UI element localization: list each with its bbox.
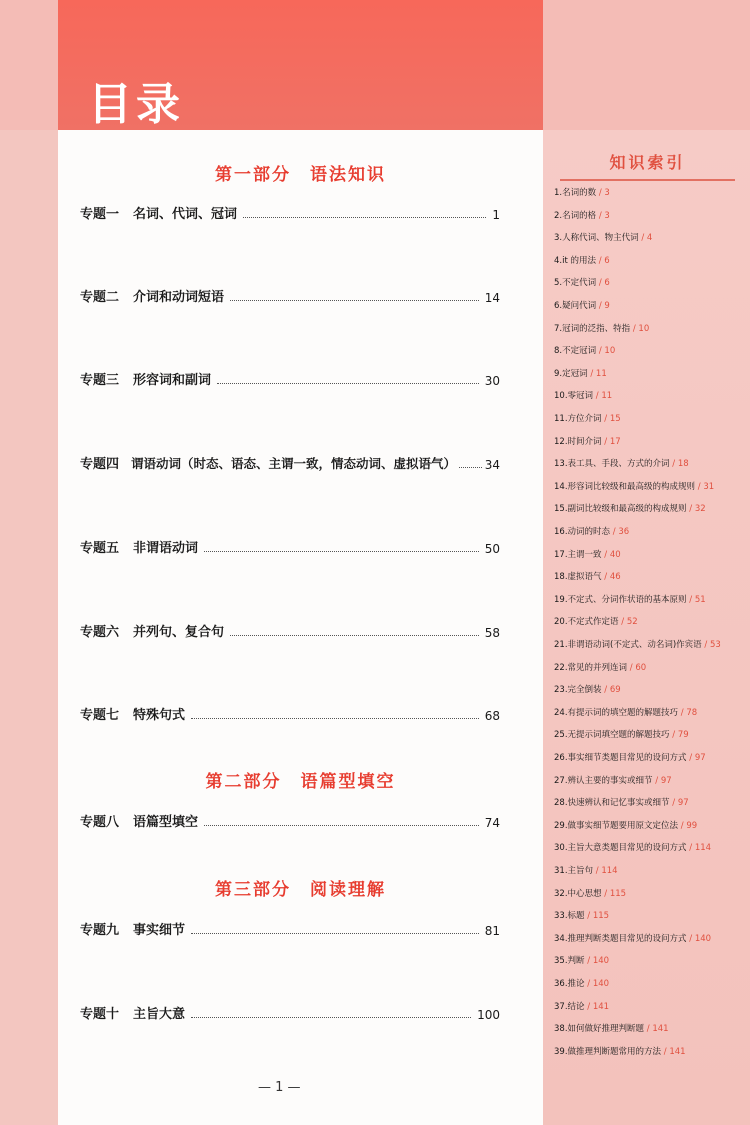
toc-row[interactable] bbox=[80, 536, 500, 556]
knowledge-index-label: 18.虚拟语气 bbox=[554, 572, 602, 583]
knowledge-index-item[interactable]: 38.如何做好推理判断题 / 141 bbox=[554, 1024, 669, 1035]
knowledge-index-page: 97 bbox=[694, 753, 706, 763]
knowledge-index-page: 32 bbox=[694, 504, 706, 515]
toc-row[interactable] bbox=[80, 202, 500, 222]
knowledge-index-label: 26.事实细节类题目常见的设问方式 bbox=[554, 753, 687, 763]
toc-topic-number: 专题七 bbox=[80, 708, 120, 723]
toc-page-number: 74 bbox=[484, 816, 500, 830]
knowledge-index-page: 9 bbox=[604, 301, 610, 311]
knowledge-index-item[interactable]: 35.判断 / 140 bbox=[554, 956, 610, 967]
knowledge-index-item[interactable]: 26.事实细节类题目常见的设问方式 / 97 bbox=[554, 753, 706, 763]
knowledge-index-item[interactable]: 12.时间介词 / 17 bbox=[554, 436, 621, 447]
knowledge-index-page: 11 bbox=[595, 368, 607, 379]
knowledge-index-page: 140 bbox=[694, 933, 712, 944]
toc-row[interactable] bbox=[80, 918, 500, 938]
knowledge-index-page: 3 bbox=[604, 188, 610, 198]
toc-topic-name: 名词、代词、冠词 bbox=[133, 207, 238, 222]
knowledge-index-label: 38.如何做好推理判断题 bbox=[554, 1024, 645, 1035]
knowledge-index-label: 22.常见的并列连词 bbox=[554, 662, 628, 673]
toc-page-number: 58 bbox=[484, 626, 500, 640]
knowledge-index-page: 10 bbox=[604, 346, 616, 357]
knowledge-index-label: 33.标题 bbox=[554, 911, 585, 922]
dot-leader bbox=[191, 1017, 471, 1018]
knowledge-index-page: 3 bbox=[604, 210, 610, 221]
toc-row[interactable] bbox=[80, 1002, 500, 1022]
toc-topic-name: 语篇型填空 bbox=[133, 815, 199, 830]
dot-leader bbox=[204, 825, 479, 826]
knowledge-index-item[interactable]: 37.结论 / 141 bbox=[554, 1001, 610, 1012]
toc-topic-name: 谓语动词（时态、语态、主谓一致，情态动词、虚拟语气） bbox=[131, 456, 457, 471]
toc-topic-name: 介词和动词短语 bbox=[133, 290, 225, 305]
dot-leader bbox=[204, 551, 479, 552]
knowledge-index-label: 10.零冠词 bbox=[554, 391, 594, 402]
section-heading-1: 第一部分 语法知识 bbox=[215, 165, 386, 185]
dot-leader bbox=[230, 635, 479, 636]
knowledge-index-item[interactable]: 24.有提示词的填空题的解题技巧 / 78 bbox=[554, 707, 698, 718]
knowledge-index-page: 52 bbox=[626, 617, 638, 628]
knowledge-index-item[interactable]: 15.副词比较级和最高级的构成规则 / 32 bbox=[554, 504, 706, 515]
dot-leader bbox=[230, 300, 479, 301]
toc-page-number: 68 bbox=[484, 709, 500, 723]
knowledge-index-label: 29.做事实细节题要用原文定位法 bbox=[554, 820, 679, 831]
knowledge-index-label: 27.辨认主要的事实或细节 bbox=[554, 775, 653, 786]
toc-topic-number: 专题四 bbox=[80, 457, 120, 472]
knowledge-index-label: 15.副词比较级和最高级的构成规则 bbox=[554, 504, 687, 515]
knowledge-index-page: 6 bbox=[604, 278, 610, 289]
knowledge-index-item[interactable]: 18.虚拟语气 / 46 bbox=[554, 572, 621, 583]
dot-leader bbox=[217, 383, 479, 384]
knowledge-index-page: 97 bbox=[677, 798, 689, 809]
toc-topic-number: 专题八 bbox=[80, 815, 120, 830]
toc-page-number: 100 bbox=[477, 1008, 500, 1022]
knowledge-index-item[interactable]: 2.名词的格 / 3 bbox=[554, 210, 610, 221]
knowledge-index-label: 3.人称代词、物主代词 bbox=[554, 233, 639, 244]
knowledge-index-page: 51 bbox=[694, 594, 706, 605]
knowledge-index-label: 12.时间介词 bbox=[554, 436, 602, 447]
toc-row[interactable] bbox=[80, 810, 500, 830]
knowledge-index-page: 10 bbox=[638, 323, 650, 334]
knowledge-index-page: 114 bbox=[601, 866, 618, 876]
knowledge-index-label: 9.定冠词 bbox=[554, 368, 588, 379]
toc-topic-name: 特殊句式 bbox=[133, 708, 186, 723]
knowledge-index-page: 60 bbox=[635, 662, 647, 673]
knowledge-index-item[interactable]: 9.定冠词 / 11 bbox=[554, 368, 607, 379]
knowledge-index-page: 79 bbox=[677, 730, 689, 741]
toc-topic-number: 专题六 bbox=[80, 625, 120, 640]
knowledge-index-item[interactable]: 7.冠词的泛指、特指 / 10 bbox=[554, 323, 650, 334]
toc-row[interactable] bbox=[80, 452, 500, 472]
toc-topic-name: 并列句、复合句 bbox=[133, 625, 225, 640]
background-left bbox=[0, 130, 58, 1125]
toc-page-number: 50 bbox=[484, 542, 500, 556]
knowledge-index-label: 34.推理判断类题目常见的设问方式 bbox=[554, 933, 687, 944]
knowledge-index-page: 141 bbox=[652, 1024, 669, 1035]
knowledge-index-label: 6.疑问代词 bbox=[554, 301, 597, 311]
knowledge-index-label: 24.有提示词的填空题的解题技巧 bbox=[554, 707, 679, 718]
knowledge-index-page: 115 bbox=[609, 888, 627, 899]
knowledge-index-item[interactable]: 17.主谓一致 / 40 bbox=[554, 549, 621, 560]
knowledge-index-label: 35.判断 bbox=[554, 956, 585, 967]
knowledge-index-page: 115 bbox=[592, 911, 610, 922]
dot-leader bbox=[459, 467, 482, 468]
knowledge-index-item[interactable]: 5.不定代词 / 6 bbox=[554, 278, 610, 289]
knowledge-index-item[interactable]: 23.完全倒装 / 69 bbox=[554, 685, 621, 696]
knowledge-index-label: 31.主旨句 bbox=[554, 866, 594, 876]
knowledge-index-item[interactable]: 29.做事实细节题要用原文定位法 / 99 bbox=[554, 820, 698, 831]
toc-page-number: 81 bbox=[484, 924, 500, 938]
knowledge-index-page: 11 bbox=[601, 391, 613, 402]
knowledge-index-page: 140 bbox=[592, 979, 610, 989]
knowledge-index-item[interactable]: 31.主旨句 / 114 bbox=[554, 866, 618, 876]
knowledge-index-item[interactable]: 21.非谓语动词(不定式、动名词)作宾语 / 53 bbox=[554, 640, 721, 650]
knowledge-index-page: 114 bbox=[694, 843, 712, 854]
knowledge-index-label: 36.推论 bbox=[554, 979, 585, 989]
page-title: 目录 bbox=[88, 79, 184, 130]
knowledge-index-page: 141 bbox=[592, 1001, 610, 1012]
knowledge-index-item[interactable]: 34.推理判断类题目常见的设问方式 / 140 bbox=[554, 933, 712, 944]
section-heading-3: 第三部分 阅读理解 bbox=[215, 880, 386, 900]
toc-page-number: 30 bbox=[484, 374, 500, 388]
knowledge-index-item[interactable]: 6.疑问代词 / 9 bbox=[554, 301, 610, 311]
toc-topic-number: 专题三 bbox=[80, 373, 120, 388]
knowledge-index-item[interactable]: 22.常见的并列连词 / 60 bbox=[554, 662, 647, 673]
knowledge-index-item[interactable]: 14.形容词比较级和最高级的构成规则 / 31 bbox=[554, 481, 715, 492]
toc-row[interactable] bbox=[80, 285, 500, 305]
toc-topic-name: 形容词和副词 bbox=[133, 373, 212, 388]
knowledge-index-label: 20.不定式作定语 bbox=[554, 617, 619, 628]
knowledge-index-item[interactable]: 4.it 的用法 / 6 bbox=[554, 255, 610, 266]
knowledge-index-item[interactable]: 32.中心思想 / 115 bbox=[554, 888, 627, 899]
knowledge-index-label: 13.表工具、手段、方式的介词 bbox=[554, 459, 670, 470]
knowledge-index-item[interactable]: 36.推论 / 140 bbox=[554, 979, 610, 989]
knowledge-index-label: 21.非谓语动词(不定式、动名词)作宾语 bbox=[554, 640, 702, 650]
knowledge-index-page: 36 bbox=[618, 527, 630, 537]
knowledge-index-label: 11.方位介词 bbox=[554, 414, 602, 424]
knowledge-index-item[interactable]: 19.不定式、分词作状语的基本原则 / 51 bbox=[554, 594, 706, 605]
knowledge-index-page: 6 bbox=[604, 255, 610, 266]
knowledge-index-label: 28.快速辨认和记忆事实或细节 bbox=[554, 798, 670, 809]
knowledge-index-label: 1.名词的数 bbox=[554, 188, 597, 198]
knowledge-index-label: 30.主旨大意类题目常见的设问方式 bbox=[554, 843, 687, 854]
knowledge-index-label: 39.做推理判断题常用的方法 bbox=[554, 1046, 662, 1057]
knowledge-index-label: 16.动词的时态 bbox=[554, 527, 611, 537]
knowledge-index-page: 17 bbox=[609, 436, 621, 447]
knowledge-index-item[interactable]: 16.动词的时态 / 36 bbox=[554, 527, 630, 537]
toc-row[interactable] bbox=[80, 620, 500, 640]
knowledge-index-item[interactable]: 33.标题 / 115 bbox=[554, 911, 610, 922]
knowledge-index-page: 18 bbox=[677, 459, 689, 470]
toc-topic-name: 事实细节 bbox=[133, 923, 186, 938]
dot-leader bbox=[191, 933, 479, 934]
knowledge-index-page: 31 bbox=[703, 481, 715, 492]
knowledge-index-label: 25.无提示词填空题的解题技巧 bbox=[554, 730, 670, 741]
knowledge-index-item[interactable]: 27.辨认主要的事实或细节 / 97 bbox=[554, 775, 672, 786]
knowledge-index-page: 99 bbox=[686, 820, 698, 831]
toc-topic-number: 专题一 bbox=[80, 207, 120, 222]
knowledge-index-label: 17.主谓一致 bbox=[554, 549, 602, 560]
knowledge-index-item[interactable]: 25.无提示词填空题的解题技巧 / 79 bbox=[554, 730, 689, 741]
knowledge-index-page: 4 bbox=[646, 233, 653, 244]
knowledge-index-item[interactable]: 20.不定式作定语 / 52 bbox=[554, 617, 638, 628]
toc-row[interactable] bbox=[80, 703, 500, 723]
knowledge-index-page: 97 bbox=[660, 775, 672, 786]
toc-topic-number: 专题九 bbox=[80, 923, 120, 938]
toc-page-number: 34 bbox=[484, 458, 500, 472]
dot-leader bbox=[243, 217, 486, 218]
toc-page-number: 14 bbox=[484, 291, 500, 305]
knowledge-index-item[interactable]: 11.方位介词 / 15 bbox=[554, 414, 621, 424]
knowledge-index-item[interactable]: 1.名词的数 / 3 bbox=[554, 188, 610, 198]
knowledge-index-label: 8.不定冠词 bbox=[554, 346, 597, 357]
knowledge-index-page: 78 bbox=[686, 707, 698, 718]
knowledge-index-label: 19.不定式、分词作状语的基本原则 bbox=[554, 594, 687, 605]
toc-topic-name: 非谓语动词 bbox=[133, 541, 199, 556]
knowledge-index-item[interactable]: 13.表工具、手段、方式的介词 / 18 bbox=[554, 459, 689, 470]
page-number: — 1 — bbox=[258, 1080, 301, 1095]
knowledge-index-label: 2.名词的格 bbox=[554, 210, 597, 221]
knowledge-index-item[interactable]: 30.主旨大意类题目常见的设问方式 / 114 bbox=[554, 843, 712, 854]
knowledge-index-label: 23.完全倒装 bbox=[554, 685, 602, 696]
toc-topic-name: 主旨大意 bbox=[133, 1007, 186, 1022]
knowledge-index-item[interactable]: 10.零冠词 / 11 bbox=[554, 391, 613, 402]
knowledge-index-item[interactable]: 39.做推理判断题常用的方法 / 141 bbox=[554, 1046, 686, 1057]
knowledge-index-title: 知识索引 bbox=[560, 150, 735, 181]
knowledge-index-item[interactable]: 28.快速辨认和记忆事实或细节 / 97 bbox=[554, 798, 689, 809]
toc-topic-number: 专题二 bbox=[80, 290, 120, 305]
knowledge-index-page: 40 bbox=[609, 549, 621, 560]
toc-page-number: 1 bbox=[492, 208, 500, 222]
knowledge-index-item[interactable]: 3.人称代词、物主代词 / 4 bbox=[554, 233, 653, 244]
toc-topic-number: 专题十 bbox=[80, 1007, 120, 1022]
section-heading-2: 第二部分 语篇型填空 bbox=[205, 772, 396, 792]
knowledge-index-page: 69 bbox=[609, 685, 621, 696]
knowledge-index-page: 141 bbox=[669, 1046, 686, 1057]
toc-topic-number: 专题五 bbox=[80, 541, 120, 556]
knowledge-index-item[interactable]: 8.不定冠词 / 10 bbox=[554, 346, 616, 357]
knowledge-index-label: 14.形容词比较级和最高级的构成规则 bbox=[554, 481, 696, 492]
knowledge-index-page: 140 bbox=[592, 956, 610, 967]
knowledge-index-label: 32.中心思想 bbox=[554, 888, 602, 899]
knowledge-index-label: 37.结论 bbox=[554, 1001, 585, 1012]
dot-leader bbox=[191, 718, 479, 719]
knowledge-index-page: 15 bbox=[609, 414, 621, 424]
knowledge-index-label: 5.不定代词 bbox=[554, 278, 597, 289]
knowledge-index-label: 4.it 的用法 bbox=[554, 255, 597, 266]
toc-row[interactable] bbox=[80, 368, 500, 388]
knowledge-index-label: 7.冠词的泛指、特指 bbox=[554, 323, 631, 334]
knowledge-index-page: 46 bbox=[609, 572, 621, 583]
knowledge-index-page: 53 bbox=[709, 640, 721, 650]
